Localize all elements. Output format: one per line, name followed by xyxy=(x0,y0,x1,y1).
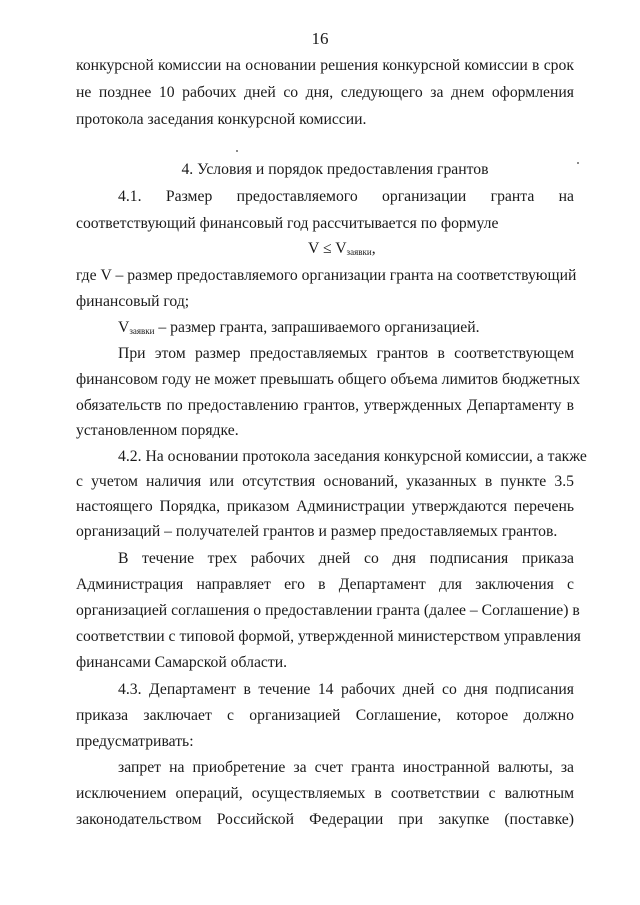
formula-end: , xyxy=(371,240,376,257)
text-line: протокола заседания конкурсной комиссии. xyxy=(76,111,367,128)
text-line: 4.3. Департамент в течение 14 рабочих дней со дня подписания xyxy=(118,681,574,698)
text-line: организацией соглашения о предоставлении гранта (далее – Соглашение) в xyxy=(76,602,580,619)
scan-speck xyxy=(236,150,238,152)
text-line: организаций – получателей грантов и размер предоставляемых грантов. xyxy=(76,523,558,540)
text-line: финансовом году не может превышать общего объема лимитов бюджетных xyxy=(76,371,581,388)
text-line: финансами Самарской области. xyxy=(76,654,288,671)
text-line: В течение трех рабочих дней со дня подписания приказа xyxy=(118,550,574,567)
text-line: 4.2. На основании протокола заседания конкурсной комиссии, а также xyxy=(118,448,587,465)
text-line: конкурсной комиссии на основании решения конкурсной комиссии в срок xyxy=(76,57,574,74)
text-line: соответствии с типовой формой, утвержденной министерством управления xyxy=(76,628,581,645)
text-line: установленном порядке. xyxy=(76,422,239,439)
text-line: обязательств по предоставлению грантов, утвержденных Департаменту в xyxy=(76,397,574,414)
text-line: При этом размер предоставляемых грантов в соответствующем xyxy=(118,345,574,362)
scan-speck xyxy=(577,162,579,164)
formula-subscript: заявки xyxy=(346,247,372,257)
text-line: не позднее 10 рабочих дней со дня, следующего за днем оформления xyxy=(76,84,574,101)
def-variable: V xyxy=(118,319,130,336)
text-line: законодательством Российской Федерации при закупке (поставке) xyxy=(76,811,574,828)
def-subscript: заявки xyxy=(129,326,155,336)
text-line: Администрация направляет его в Департамент для заключения с xyxy=(76,576,574,593)
def-text: – размер гранта, запрашиваемого организацией. xyxy=(154,319,480,336)
text-line: настоящего Порядка, приказом Администрации утверждаются перечень xyxy=(76,498,574,515)
text-line: запрет на приобретение за счет гранта иностранной валюты, за xyxy=(118,759,574,776)
definition-line xyxy=(118,318,480,341)
section-heading: 4. Условия и порядок предоставления грантов xyxy=(181,161,489,178)
formula xyxy=(308,239,376,262)
text-line: финансовый год; xyxy=(76,293,190,310)
page-number: 16 xyxy=(311,29,329,48)
text-line: предусматривать: xyxy=(76,733,194,750)
text-line: с учетом наличия или отсутствия оснований, указанных в пункте 3.5 xyxy=(76,473,574,490)
text-line: 4.1. Размер предоставляемого организации гранта на xyxy=(118,188,574,205)
text-line: соответствующий финансовый год рассчитывается по формуле xyxy=(76,215,499,232)
text-line: исключением операций, осуществляемых в соответствии с валютным xyxy=(76,785,574,802)
formula-main: V ≤ V xyxy=(308,240,347,257)
text-line: где V – размер предоставляемого организации гранта на соответствующий xyxy=(76,267,577,284)
text-line: приказа заключает с организацией Соглашение, которое должно xyxy=(76,707,574,724)
